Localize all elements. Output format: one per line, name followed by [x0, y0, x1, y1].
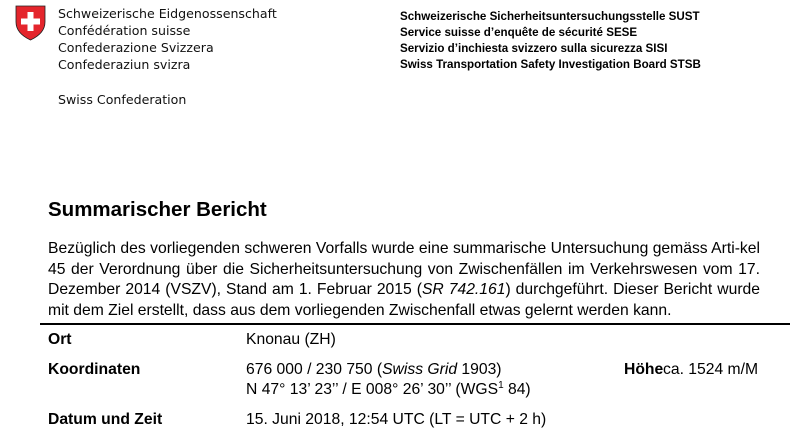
intro-text: Bezüglich des vorliegenden schweren Vorfalls wurde eine summarische Untersuchung gemäss Arti-kel 45 der Verordnung über die Sicherheitsuntersuchung von Zwischenfällen im Verkehrswesen vom 17. Dezember 2014 (VSZV), Stand am 1. Februar 2015 ( — [48, 240, 760, 299]
swiss-crest-icon — [15, 5, 46, 41]
koordinaten-swissgrid — [246, 360, 502, 381]
intro-sr-reference: SR 742.161 — [421, 281, 506, 299]
koordinaten-wgs-text: N 47° 13’ 23’’ / E 008° 26’ 30’’ (WGS — [246, 381, 499, 398]
confederation-name-fr: Confédération suisse — [58, 23, 191, 38]
agency-name-en: Swiss Transportation Safety Investigation Board STSB — [400, 58, 701, 71]
datum-value: 15. Juni 2018, 12:54 UTC (LT = UTC + 2 h) — [246, 411, 547, 428]
koordinaten-swissgrid-italic: Swiss Grid — [382, 361, 458, 378]
hoehe-label: Höhe — [624, 361, 664, 378]
koordinaten-swissgrid-end: 1903) — [457, 361, 502, 378]
koordinaten-label: Koordinaten — [48, 361, 141, 378]
agency-name-fr: Service suisse d’enquête de sécurité SESE — [400, 26, 638, 39]
confederation-name-en: Swiss Confederation — [58, 92, 187, 107]
section-divider — [40, 323, 790, 325]
confederation-name-rm: Confederaziun svizra — [58, 57, 191, 72]
ort-value: Knonau (ZH) — [246, 331, 336, 348]
koordinaten-wgs-end: 84) — [503, 381, 531, 398]
datum-label: Datum und Zeit — [48, 411, 163, 428]
confederation-name-de: Schweizerische Eidgenossenschaft — [58, 6, 277, 21]
report-title: Summarischer Bericht — [48, 198, 267, 221]
intro-paragraph — [48, 239, 760, 321]
agency-name-de: Schweizerische Sicherheitsuntersuchungsstelle SUST — [400, 10, 700, 23]
koordinaten-footnote-marker: 1 — [498, 379, 504, 391]
koordinaten-wgs — [246, 380, 531, 401]
hoehe-value: ca. 1524 m/M — [663, 361, 759, 378]
agency-name-it: Servizio d’inchiesta svizzero sulla sicurezza SISI — [400, 42, 668, 55]
intro-text-end: ) durchgeführt. Dieser Bericht wurde mit dem Ziel erstellt, dass aus dem vorliegenden Zwischenfall etwas gelernt werden kann. — [48, 281, 760, 319]
koordinaten-swissgrid-text: 676 000 / 230 750 ( — [246, 361, 383, 378]
ort-label: Ort — [48, 331, 72, 348]
confederation-name-it: Confederazione Svizzera — [58, 40, 214, 55]
